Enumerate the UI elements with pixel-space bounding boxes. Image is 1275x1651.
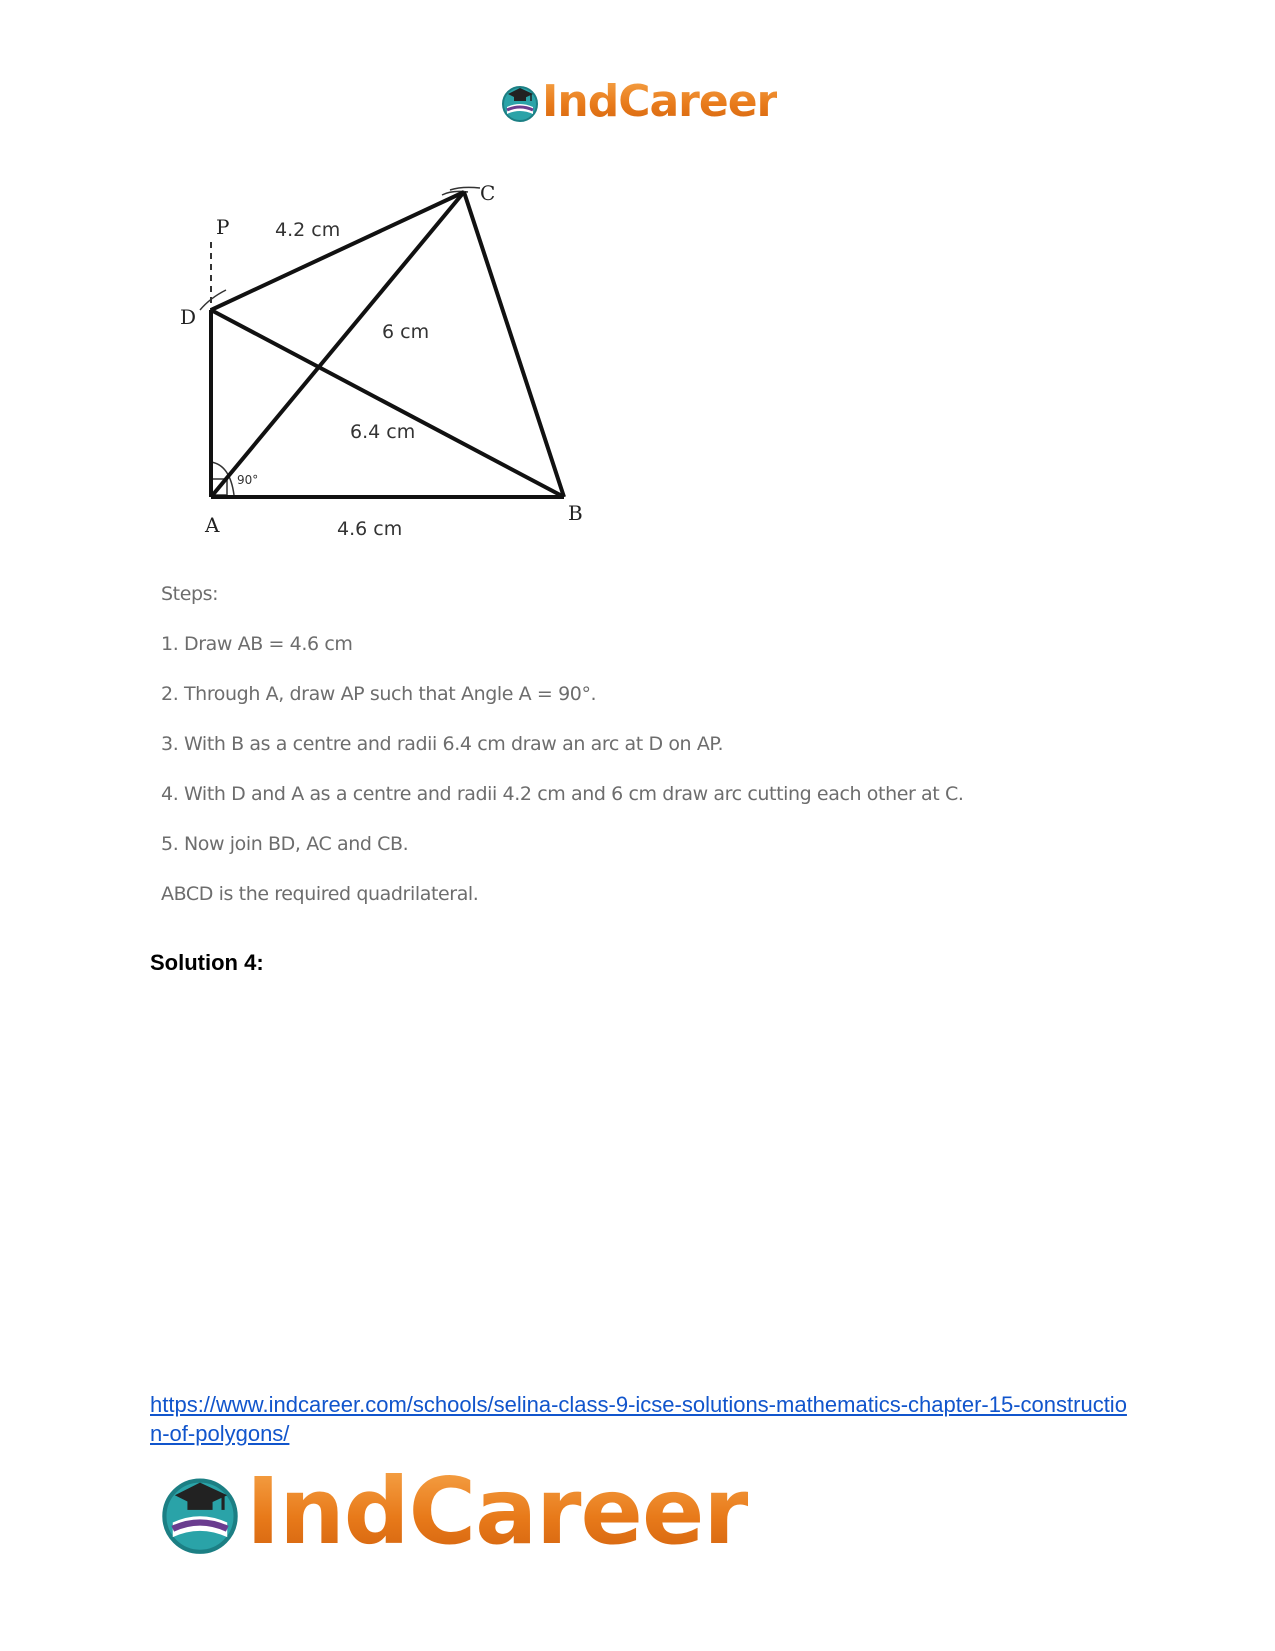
graduation-cap-book-icon [158, 1468, 242, 1556]
solution-heading: Solution 4: [150, 950, 264, 975]
measure-ab: 4.6 cm [337, 518, 403, 540]
header-logo [500, 76, 777, 128]
logo-wordmark: IndCareer [542, 76, 778, 127]
step-item: 3. With B as a centre and radii 6.4 cm draw an arc at D on AP. [161, 733, 724, 755]
steps-title: Steps: [161, 583, 219, 605]
source-link[interactable]: https://www.indcareer.com/schools/selina-class-9-icse-solutions-mathematics-chapter-15-construction-of-polygons/ [150, 1392, 1127, 1446]
measure-bd: 6.4 cm [350, 421, 416, 443]
point-label-c: C [480, 181, 496, 205]
steps-conclusion: ABCD is the required quadrilateral. [161, 883, 479, 905]
point-label-a: A [205, 513, 220, 537]
step-item: 5. Now join BD, AC and CB. [161, 833, 409, 855]
graduation-cap-book-icon [500, 81, 540, 123]
step-item: 1. Draw AB = 4.6 cm [161, 633, 353, 655]
logo-wordmark: IndCareer [246, 1458, 748, 1565]
point-label-p: P [216, 215, 230, 239]
angle-label: 90° [237, 473, 259, 487]
point-label-d: D [180, 305, 197, 329]
point-label-b: B [568, 501, 583, 525]
quadrilateral-construction-figure [150, 180, 610, 550]
construction-steps [161, 582, 964, 932]
side-dc [211, 192, 464, 310]
arc-c-2 [450, 187, 480, 190]
footer-logo [158, 1458, 748, 1565]
measure-dc: 4.2 cm [275, 219, 341, 241]
step-item: 4. With D and A as a centre and radii 4.2 cm and 6 cm draw arc cutting each other at C. [161, 783, 964, 805]
measure-ac: 6 cm [382, 321, 430, 343]
step-item: 2. Through A, draw AP such that Angle A = 90°. [161, 683, 597, 705]
